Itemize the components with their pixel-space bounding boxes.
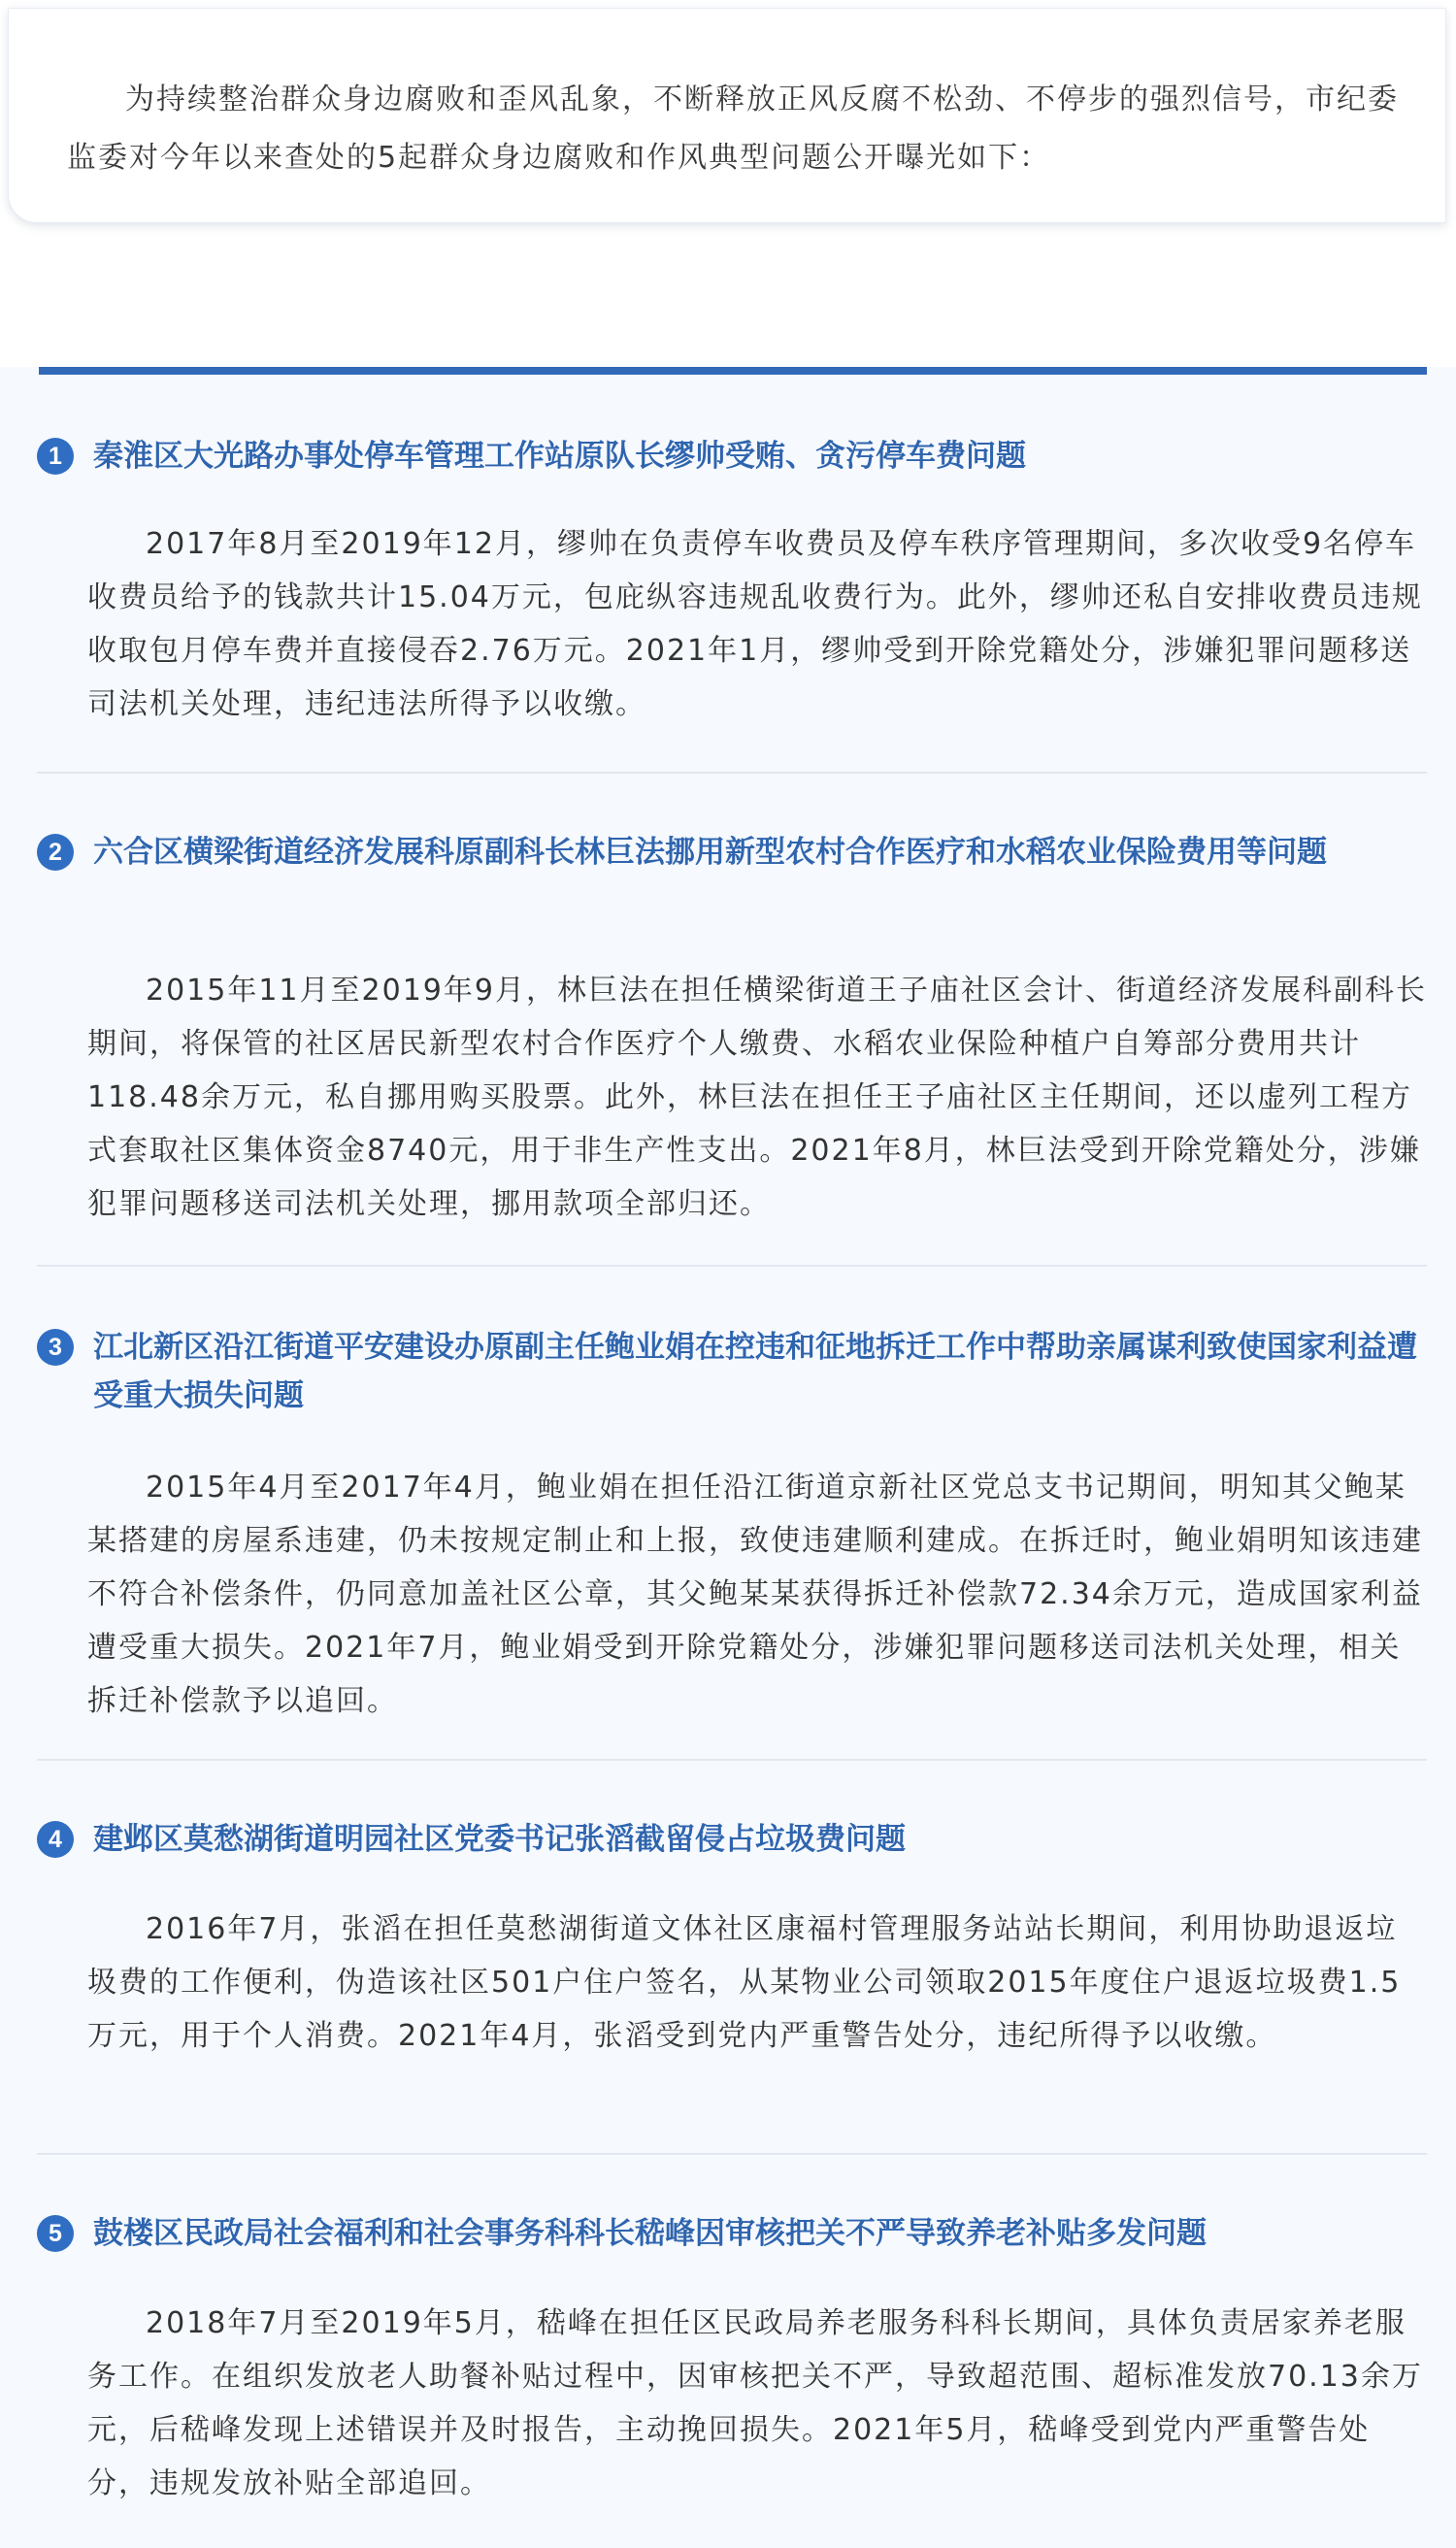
case-body-3: 2015年4月至2017年4月，鲍业娟在担任沿江街道京新社区党总支书记期间，明知其父鲍某某搭建的房屋系违建，仍未按规定制止和上报，致使违建顺利建成。在拆迁时，鲍业娟明知该违建不符合补偿条件，仍同意加盖社区公章，其父鲍某某获得拆迁补偿款72.34余万元，造成国家利益遭受重大损失。2021年7月，鲍业娟受到开除党籍处分，涉嫌犯罪问题移送司法机关处理，相关拆迁补偿款予以追回。 <box>87 1471 1423 1718</box>
case-title: 六合区横梁街道经济发展科原副科长林巨法挪用新型农村合作医疗和水稻农业保险费用等问题 <box>93 835 1327 870</box>
case-divider <box>37 2153 1427 2155</box>
case-title: 鼓楼区民政局社会福利和社会事务科科长嵇峰因审核把关不严导致养老补贴多发问题 <box>93 2216 1207 2251</box>
case-number-badge: 5 <box>37 2215 74 2252</box>
case-number-badge: 1 <box>37 438 74 475</box>
case-body-1: 2017年8月至2019年12月，缪帅在负责停车收费员及停车秩序管理期间，多次收受9名停车收费员给予的钱款共计15.04万元，包庇纵容违规乱收费行为。此外，缪帅还私自安排收费员违规收取包月停车费并直接侵吞2.76万元。2021年1月，缪帅受到开除党籍处分，涉嫌犯罪问题移送司法机关处理，违纪违法所得予以收缴。 <box>87 527 1423 721</box>
case-title: 江北新区沿江街道平安建设办原副主任鲍业娟在控违和征地拆迁工作中帮助亲属谋利致使国家利益遭受重大损失问题 <box>93 1330 1417 1413</box>
case-divider <box>37 1265 1427 1267</box>
case-body-5: 2018年7月至2019年5月，嵇峰在担任区民政局养老服务科科长期间，具体负责居家养老服务工作。在组织发放老人助餐补贴过程中，因审核把关不严，导致超范围、超标准发放70.13余万元，后嵇峰发现上述错误并及时报告，主动挽回损失。2021年5月，嵇峰受到党内严重警告处分，违规发放补贴全部追回。 <box>87 2306 1423 2500</box>
case-number-badge: 3 <box>37 1329 74 1366</box>
case-number-badge: 2 <box>37 834 74 871</box>
intro-paragraph: 为持续整治群众身边腐败和歪风乱象，不断释放正风反腐不松劲、不停步的强烈信号，市纪委监委对今年以来查处的5起群众身边腐败和作风典型问题公开曝光如下： <box>67 83 1399 175</box>
case-title: 秦淮区大光路办事处停车管理工作站原队长缪帅受贿、贪污停车费问题 <box>93 439 1026 474</box>
intro-card <box>8 8 1446 223</box>
case-divider <box>37 1759 1427 1761</box>
panel-top-rule <box>39 367 1427 375</box>
case-divider <box>37 772 1427 774</box>
case-body-4: 2016年7月，张滔在担任莫愁湖街道文体社区康福村管理服务站站长期间，利用协助退返垃圾费的工作便利，伪造该社区501户住户签名，从某物业公司领取2015年度住户退返垃圾费1.5万元，用于个人消费。2021年4月，张滔受到党内严重警告处分，违纪所得予以收缴。 <box>87 1912 1402 2053</box>
case-number-badge: 4 <box>37 1821 74 1858</box>
case-body-2: 2015年11月至2019年9月，林巨法在担任横梁街道王子庙社区会计、街道经济发展科副科长期间，将保管的社区居民新型农村合作医疗个人缴费、水稻农业保险种植户自筹部分费用共计118.48余万元，私自挪用购买股票。此外，林巨法在担任王子庙社区主任期间，还以虚列工程方式套取社区集体资金8740元，用于非生产性支出。2021年8月，林巨法受到开除党籍处分，涉嫌犯罪问题移送司法机关处理，挪用款项全部归还。 <box>87 974 1427 1221</box>
case-title: 建邺区莫愁湖街道明园社区党委书记张滔截留侵占垃圾费问题 <box>93 1822 906 1857</box>
